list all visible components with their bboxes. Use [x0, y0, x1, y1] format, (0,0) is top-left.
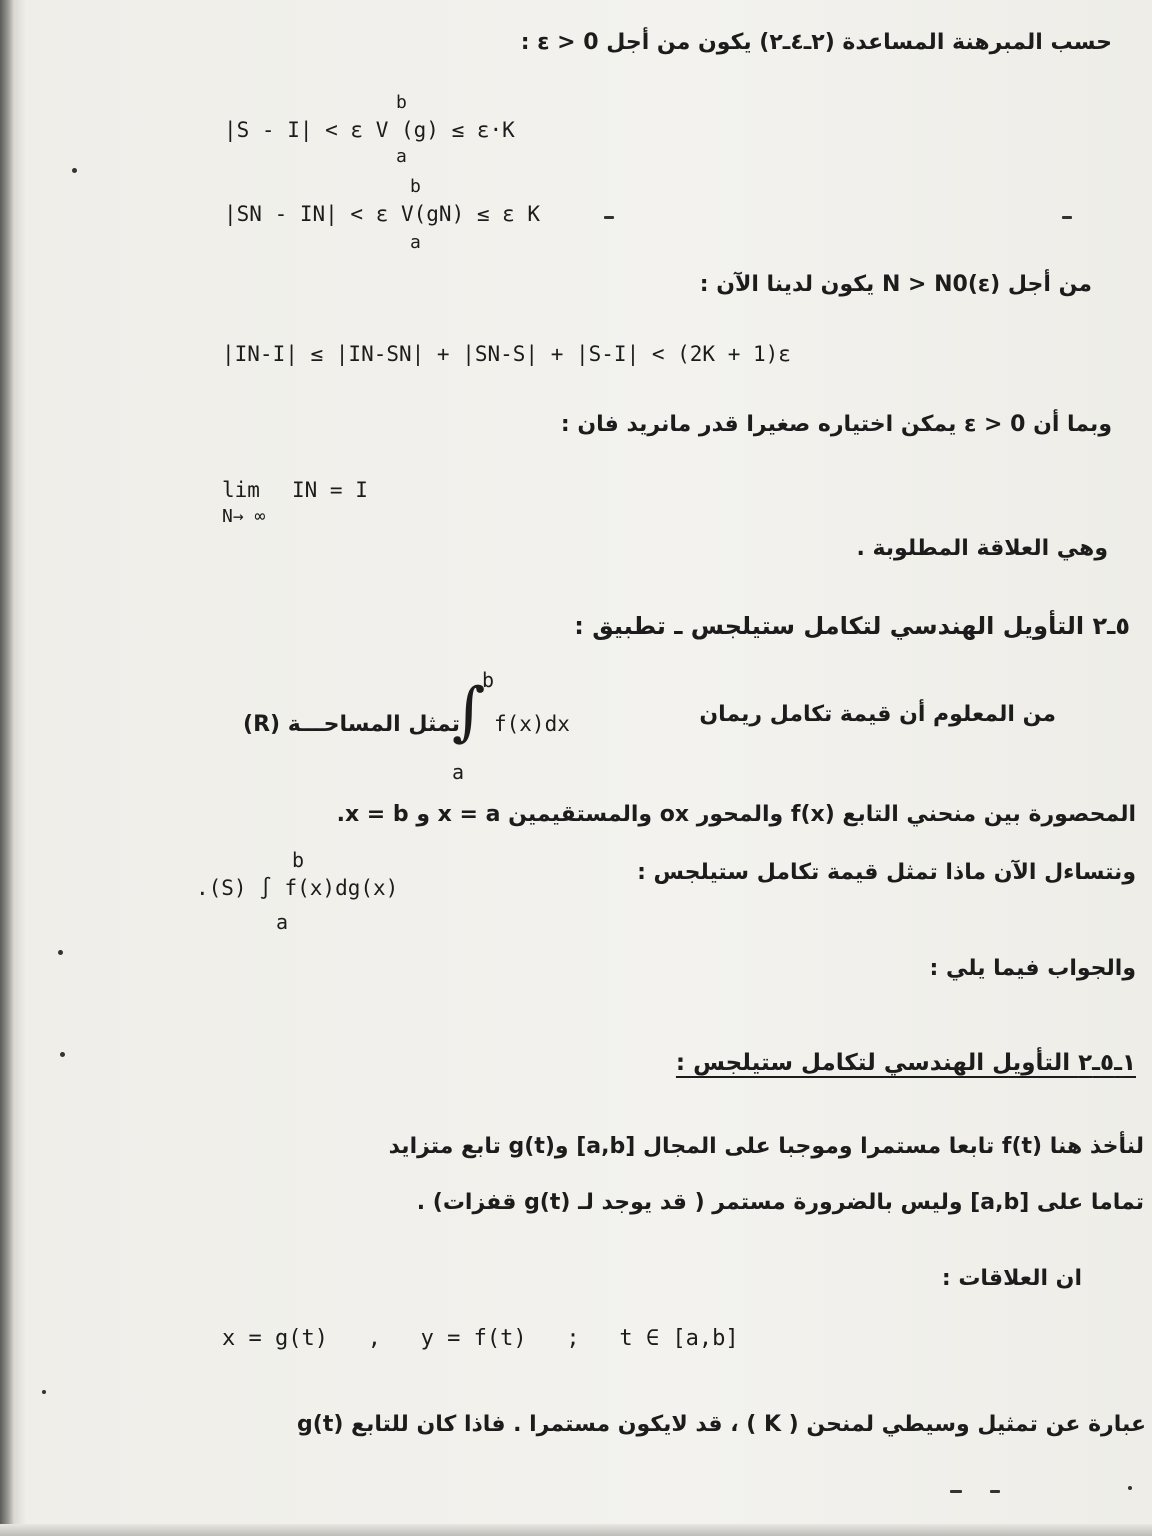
scan-speck [58, 950, 63, 955]
variation-lower-limit: a [410, 232, 421, 253]
scan-speck [72, 168, 77, 173]
variation-upper-limit: b [410, 176, 421, 197]
variation-lower-limit: a [396, 146, 407, 167]
scan-speck [42, 1390, 46, 1394]
text-line-epsilon-small: وبما أن ε > 0 يمكن اختياره صغيرا قدر مانريد فان : [560, 412, 1112, 437]
text-line-stieltjes-question: ونتساءل الآن ماذا تمثل قيمة تكامل ستيلجس : [637, 860, 1136, 885]
text-line-bounded-region: المحصورة بين منحني التابع f(x) والمحور ox والمستقيمين x = a و x = b. [336, 802, 1136, 827]
equation-text: |SN - IN| < ε V(gN) ≤ ε K [224, 202, 541, 226]
text-line-auxiliary-theorem: حسب المبرهنة المساعدة (٢ـ٤ـ٢) يكون من أجل ε > 0 : [520, 30, 1112, 55]
text-line-take-f-and-g: لنأخذ هنا f(t) تابعا مستمرا وموجبا على المجال [a,b] وg(t) تابع متزايد [388, 1134, 1144, 1159]
equation-parametric: x = g(t) , y = f(t) ; t ∈ [a,b] [222, 1326, 739, 1351]
scan-speck [1128, 1486, 1132, 1490]
riemann-integral [452, 668, 602, 788]
variation-upper-limit: b [396, 92, 407, 113]
subsection-heading-stieltjes: ١ـ٥ـ٢ التأويل الهندسي لتكامل ستيلجس : [675, 1050, 1136, 1076]
limit-operator: lim [222, 478, 260, 502]
integrand: f(x)dx [494, 712, 570, 736]
stieltjes-expression: .(S) ∫ f(x)dg(x) [196, 876, 399, 900]
text-line-answer: والجواب فيما يلي : [929, 956, 1136, 981]
scan-speck [60, 1052, 65, 1057]
equation-text: |S - I| < ε V (g) ≤ ε·K [224, 118, 515, 142]
scan-speck [1062, 216, 1072, 219]
limit-subscript: N→ ∞ [222, 506, 266, 527]
text-line-strictly-increasing: تماما على [a,b] وليس بالضرورة مستمر ( قد يوجد لـ g(t) قفزات) . [416, 1190, 1144, 1215]
stieltjes-integral [196, 848, 456, 938]
text-line-relations: ان العلاقات : [941, 1266, 1082, 1291]
integral-lower-limit: a [452, 760, 465, 784]
text-line-required-relation: وهي العلاقة المطلوبة . [856, 536, 1108, 561]
scan-speck [950, 1490, 962, 1493]
integral-lower-limit: a [276, 910, 289, 934]
integral-upper-limit: b [482, 668, 495, 692]
limit-expression: IN = I [292, 478, 368, 502]
text-riemann-known: من المعلوم أن قيمة تكامل ريمان [699, 702, 1056, 727]
scan-speck [604, 216, 614, 219]
text-line-for-n-greater: من أجل N > N0(ε) يكون لدينا الآن : [699, 272, 1092, 297]
integral-upper-limit: b [292, 848, 305, 872]
scan-speck [990, 1490, 1000, 1493]
text-represents-area: (R) تمثل المساحـــة [243, 712, 460, 737]
page-bottom-edge [0, 1524, 1152, 1536]
section-heading-geometric-interpretation: ٥ـ٢ التأويل الهندسي لتكامل ستيلجس ـ تطبيق : [574, 612, 1130, 640]
equation-triangle-inequality: |IN-I| ≤ |IN-SN| + |SN-S| + |S-I| < (2K + 1)ε [222, 342, 791, 366]
integral-sign: ∫ [452, 675, 486, 749]
text-line-parametric-representation: عبارة عن تمثيل وسيطي لمنحن ( K ) ، قد لايكون مستمرا . فاذا كان للتابع g(t) [297, 1412, 1146, 1437]
